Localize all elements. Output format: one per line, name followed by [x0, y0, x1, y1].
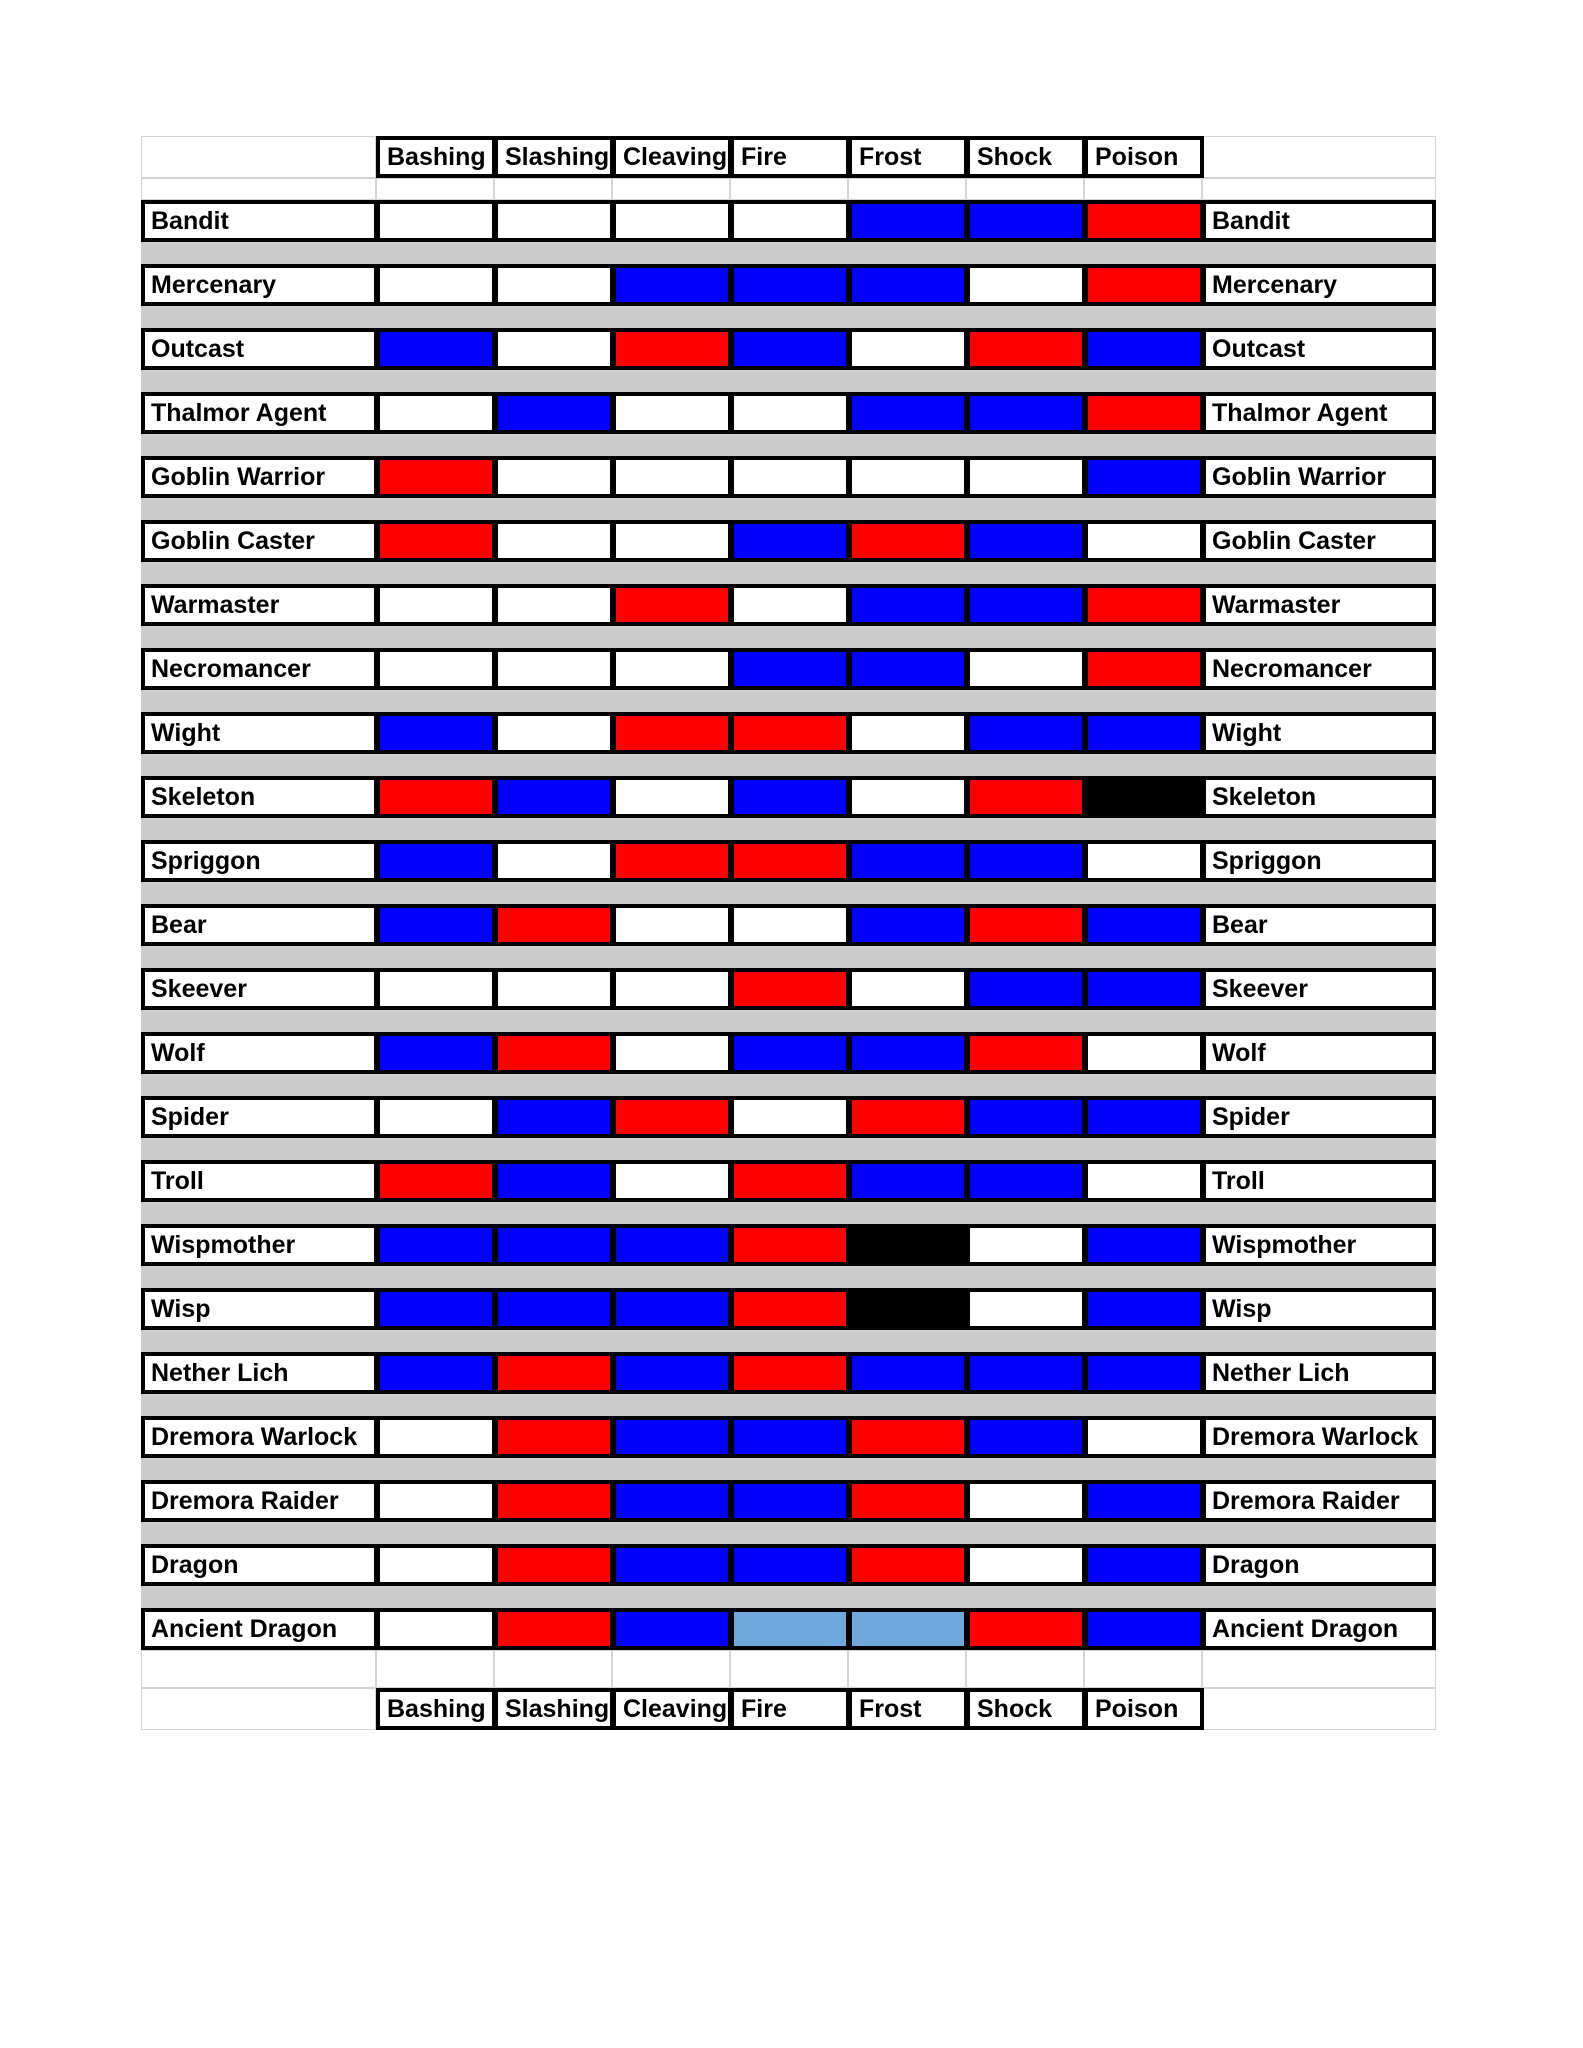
row-separator	[141, 370, 1436, 392]
resistance-cell	[966, 1480, 1086, 1522]
resistance-cell	[848, 776, 968, 818]
resistance-cell	[966, 264, 1086, 306]
resistance-cell	[1084, 520, 1204, 562]
resistance-cell	[376, 456, 496, 498]
resistance-cell	[376, 1224, 496, 1266]
resistance-cell	[376, 328, 496, 370]
resistance-cell	[966, 1096, 1086, 1138]
resistance-cell	[376, 1416, 496, 1458]
resistance-cell	[730, 1096, 850, 1138]
grid-cell	[730, 1650, 848, 1688]
resistance-cell	[730, 1032, 850, 1074]
row-label-right: Skeleton	[1202, 776, 1436, 818]
resistance-cell	[612, 776, 732, 818]
grid-cell	[1084, 1650, 1202, 1688]
resistance-cell	[494, 520, 614, 562]
resistance-cell	[848, 968, 968, 1010]
resistance-cell	[966, 1288, 1086, 1330]
row-label-left: Goblin Warrior	[141, 456, 378, 498]
resistance-cell	[848, 904, 968, 946]
grid-cell	[376, 178, 494, 200]
row-label-right: Dremora Warlock	[1202, 1416, 1436, 1458]
row-label-left: Necromancer	[141, 648, 378, 690]
resistance-cell	[1084, 904, 1204, 946]
resistance-cell	[1084, 1480, 1204, 1522]
row-separator	[141, 1202, 1436, 1224]
resistance-cell	[730, 648, 850, 690]
resistance-cell	[730, 968, 850, 1010]
resistance-cell	[966, 200, 1086, 242]
resistance-cell	[1084, 648, 1204, 690]
row-label-left: Wisp	[141, 1288, 378, 1330]
resistance-cell	[1084, 264, 1204, 306]
row-label-left: Bear	[141, 904, 378, 946]
resistance-cell	[494, 328, 614, 370]
grid-cell	[494, 1650, 612, 1688]
resistance-cell	[494, 1416, 614, 1458]
resistance-cell	[494, 1544, 614, 1586]
resistance-cell	[494, 1096, 614, 1138]
resistance-cell	[848, 1096, 968, 1138]
grid-cell	[848, 1650, 966, 1688]
resistance-cell	[376, 264, 496, 306]
resistance-cell	[966, 456, 1086, 498]
row-label-right: Bear	[1202, 904, 1436, 946]
row-label-right: Skeever	[1202, 968, 1436, 1010]
row-label-right: Outcast	[1202, 328, 1436, 370]
resistance-cell	[730, 1160, 850, 1202]
resistance-cell	[494, 840, 614, 882]
grid-cell	[1202, 178, 1436, 200]
resistance-cell	[848, 840, 968, 882]
resistance-cell	[612, 648, 732, 690]
grid-cell	[612, 1650, 730, 1688]
resistance-cell	[376, 1096, 496, 1138]
resistance-cell	[1084, 328, 1204, 370]
resistance-cell	[376, 840, 496, 882]
resistance-cell	[1084, 1352, 1204, 1394]
row-label-right: Dremora Raider	[1202, 1480, 1436, 1522]
resistance-cell	[612, 840, 732, 882]
row-label-left: Thalmor Agent	[141, 392, 378, 434]
resistance-cell	[730, 328, 850, 370]
row-separator	[141, 882, 1436, 904]
resistance-cell	[730, 1288, 850, 1330]
resistance-cell	[730, 840, 850, 882]
resistance-cell	[730, 200, 850, 242]
row-separator	[141, 1586, 1436, 1608]
resistance-cell	[966, 1352, 1086, 1394]
resistance-cell	[376, 968, 496, 1010]
resistance-cell	[730, 904, 850, 946]
resistance-cell	[966, 1544, 1086, 1586]
row-label-right: Nether Lich	[1202, 1352, 1436, 1394]
resistance-cell	[848, 328, 968, 370]
resistance-cell	[1084, 1096, 1204, 1138]
resistance-cell	[494, 1288, 614, 1330]
footer-column-bashing: Bashing	[376, 1688, 496, 1730]
resistance-cell	[1084, 200, 1204, 242]
grid-cell	[966, 178, 1084, 200]
resistance-cell	[494, 584, 614, 626]
row-separator	[141, 562, 1436, 584]
row-label-right: Wispmother	[1202, 1224, 1436, 1266]
resistance-cell	[494, 264, 614, 306]
grid-cell	[1202, 136, 1436, 178]
resistance-cell	[494, 392, 614, 434]
resistance-cell	[612, 1608, 732, 1650]
row-label-left: Wight	[141, 712, 378, 754]
resistance-cell	[494, 1608, 614, 1650]
row-label-left: Spriggon	[141, 840, 378, 882]
grid-cell	[730, 178, 848, 200]
resistance-cell	[494, 456, 614, 498]
resistance-cell	[612, 584, 732, 626]
resistance-cell	[376, 200, 496, 242]
header-column-bashing: Bashing	[376, 136, 496, 178]
row-label-right: Spider	[1202, 1096, 1436, 1138]
resistance-cell	[848, 264, 968, 306]
resistance-cell	[376, 392, 496, 434]
header-column-cleaving: Cleaving	[612, 136, 732, 178]
resistance-cell	[730, 1480, 850, 1522]
row-separator	[141, 1074, 1436, 1096]
resistance-cell	[376, 1288, 496, 1330]
resistance-cell	[966, 392, 1086, 434]
row-separator	[141, 1522, 1436, 1544]
grid-cell	[966, 1650, 1084, 1688]
resistance-cell	[848, 1416, 968, 1458]
resistance-cell	[1084, 1160, 1204, 1202]
row-label-left: Nether Lich	[141, 1352, 378, 1394]
footer-column-slashing: Slashing	[494, 1688, 614, 1730]
header-column-shock: Shock	[966, 136, 1086, 178]
resistance-cell	[1084, 968, 1204, 1010]
grid-cell	[612, 178, 730, 200]
resistance-cell	[376, 712, 496, 754]
row-label-right: Wolf	[1202, 1032, 1436, 1074]
resistance-cell	[966, 1032, 1086, 1074]
footer-column-poison: Poison	[1084, 1688, 1204, 1730]
resistance-cell	[848, 1544, 968, 1586]
resistance-cell	[612, 520, 732, 562]
row-separator	[141, 306, 1436, 328]
row-separator	[141, 1266, 1436, 1288]
resistance-cell	[494, 1032, 614, 1074]
grid-cell	[1084, 178, 1202, 200]
grid-cell	[141, 178, 376, 200]
row-separator	[141, 626, 1436, 648]
row-label-left: Mercenary	[141, 264, 378, 306]
row-label-left: Troll	[141, 1160, 378, 1202]
resistance-cell	[1084, 1032, 1204, 1074]
resistance-cell	[376, 904, 496, 946]
resistance-cell	[612, 712, 732, 754]
resistance-cell	[494, 1160, 614, 1202]
grid-cell	[141, 136, 376, 178]
row-label-right: Dragon	[1202, 1544, 1436, 1586]
resistance-cell	[494, 968, 614, 1010]
row-separator	[141, 946, 1436, 968]
footer-column-frost: Frost	[848, 1688, 968, 1730]
resistance-cell	[966, 328, 1086, 370]
resistance-cell	[730, 712, 850, 754]
resistance-cell	[494, 904, 614, 946]
row-separator	[141, 1458, 1436, 1480]
resistance-cell	[966, 712, 1086, 754]
resistance-cell	[966, 1416, 1086, 1458]
header-column-poison: Poison	[1084, 136, 1204, 178]
resistance-cell	[1084, 776, 1204, 818]
resistance-cell	[1084, 584, 1204, 626]
resistance-cell	[1084, 712, 1204, 754]
resistance-cell	[1084, 1224, 1204, 1266]
header-column-frost: Frost	[848, 136, 968, 178]
resistance-cell	[376, 776, 496, 818]
resistance-cell	[612, 1096, 732, 1138]
resistance-cell	[376, 1160, 496, 1202]
row-label-right: Goblin Caster	[1202, 520, 1436, 562]
header-column-slashing: Slashing	[494, 136, 614, 178]
resistance-cell	[848, 1160, 968, 1202]
resistance-cell	[1084, 1288, 1204, 1330]
resistance-cell	[612, 1480, 732, 1522]
resistance-cell	[848, 1224, 968, 1266]
row-label-left: Dragon	[141, 1544, 378, 1586]
resistance-cell	[376, 1032, 496, 1074]
resistance-cell	[730, 392, 850, 434]
grid-cell	[141, 1688, 376, 1730]
row-label-right: Wight	[1202, 712, 1436, 754]
footer-column-cleaving: Cleaving	[612, 1688, 732, 1730]
resistance-cell	[376, 1608, 496, 1650]
row-label-left: Warmaster	[141, 584, 378, 626]
resistance-cell	[730, 520, 850, 562]
resistance-cell	[848, 1608, 968, 1650]
footer-column-shock: Shock	[966, 1688, 1086, 1730]
resistance-cell	[612, 264, 732, 306]
resistance-cell	[848, 392, 968, 434]
resistance-cell	[612, 1544, 732, 1586]
resistance-cell	[966, 840, 1086, 882]
row-separator	[141, 242, 1436, 264]
resistance-cell	[494, 776, 614, 818]
resistance-cell	[730, 456, 850, 498]
resistance-cell	[730, 1352, 850, 1394]
resistance-cell	[612, 1288, 732, 1330]
row-label-right: Goblin Warrior	[1202, 456, 1436, 498]
resistance-cell	[612, 328, 732, 370]
row-label-left: Bandit	[141, 200, 378, 242]
row-label-right: Spriggon	[1202, 840, 1436, 882]
resistance-cell	[966, 520, 1086, 562]
resistance-cell	[612, 1032, 732, 1074]
row-separator	[141, 1138, 1436, 1160]
resistance-cell	[966, 1224, 1086, 1266]
resistance-cell	[848, 1480, 968, 1522]
row-label-left: Ancient Dragon	[141, 1608, 378, 1650]
resistance-sheet	[141, 136, 1436, 1730]
resistance-cell	[966, 904, 1086, 946]
resistance-cell	[494, 1352, 614, 1394]
resistance-cell	[612, 968, 732, 1010]
grid-cell	[141, 1650, 376, 1688]
resistance-cell	[612, 904, 732, 946]
resistance-cell	[1084, 1544, 1204, 1586]
row-label-left: Goblin Caster	[141, 520, 378, 562]
resistance-cell	[612, 1224, 732, 1266]
resistance-cell	[848, 1032, 968, 1074]
resistance-cell	[966, 1160, 1086, 1202]
resistance-cell	[376, 1480, 496, 1522]
resistance-cell	[848, 456, 968, 498]
resistance-cell	[730, 264, 850, 306]
resistance-cell	[848, 584, 968, 626]
row-separator	[141, 1330, 1436, 1352]
row-label-left: Wispmother	[141, 1224, 378, 1266]
resistance-cell	[848, 1288, 968, 1330]
row-label-left: Outcast	[141, 328, 378, 370]
resistance-cell	[376, 584, 496, 626]
resistance-cell	[730, 1544, 850, 1586]
resistance-cell	[730, 1608, 850, 1650]
grid-cell	[1202, 1650, 1436, 1688]
resistance-cell	[376, 520, 496, 562]
row-label-right: Bandit	[1202, 200, 1436, 242]
row-label-right: Necromancer	[1202, 648, 1436, 690]
resistance-cell	[612, 200, 732, 242]
resistance-cell	[1084, 1416, 1204, 1458]
resistance-cell	[848, 648, 968, 690]
resistance-cell	[1084, 840, 1204, 882]
resistance-cell	[966, 1608, 1086, 1650]
footer-column-fire: Fire	[730, 1688, 850, 1730]
resistance-cell	[612, 1416, 732, 1458]
row-label-right: Ancient Dragon	[1202, 1608, 1436, 1650]
resistance-cell	[1084, 456, 1204, 498]
resistance-cell	[730, 1416, 850, 1458]
row-separator	[141, 754, 1436, 776]
row-separator	[141, 818, 1436, 840]
header-column-fire: Fire	[730, 136, 850, 178]
resistance-cell	[494, 1224, 614, 1266]
resistance-cell	[966, 968, 1086, 1010]
resistance-cell	[848, 712, 968, 754]
row-label-right: Warmaster	[1202, 584, 1436, 626]
resistance-cell	[494, 712, 614, 754]
resistance-cell	[1084, 1608, 1204, 1650]
grid-cell	[376, 1650, 494, 1688]
resistance-cell	[376, 648, 496, 690]
resistance-cell	[376, 1544, 496, 1586]
row-label-right: Troll	[1202, 1160, 1436, 1202]
grid-cell	[494, 178, 612, 200]
row-label-left: Dremora Warlock	[141, 1416, 378, 1458]
resistance-cell	[612, 392, 732, 434]
grid-cell	[1202, 1688, 1436, 1730]
row-label-left: Spider	[141, 1096, 378, 1138]
resistance-cell	[730, 1224, 850, 1266]
row-label-left: Skeever	[141, 968, 378, 1010]
resistance-cell	[612, 456, 732, 498]
row-separator	[141, 690, 1436, 712]
resistance-cell	[376, 1352, 496, 1394]
row-separator	[141, 434, 1436, 456]
resistance-cell	[494, 648, 614, 690]
resistance-cell	[848, 1352, 968, 1394]
resistance-cell	[730, 776, 850, 818]
row-label-right: Thalmor Agent	[1202, 392, 1436, 434]
resistance-cell	[1084, 392, 1204, 434]
resistance-cell	[966, 648, 1086, 690]
resistance-cell	[966, 584, 1086, 626]
resistance-cell	[966, 776, 1086, 818]
row-separator	[141, 1010, 1436, 1032]
row-label-right: Wisp	[1202, 1288, 1436, 1330]
resistance-cell	[848, 200, 968, 242]
resistance-cell	[494, 1480, 614, 1522]
resistance-cell	[848, 520, 968, 562]
row-separator	[141, 498, 1436, 520]
resistance-cell	[612, 1352, 732, 1394]
row-label-left: Skeleton	[141, 776, 378, 818]
row-separator	[141, 1394, 1436, 1416]
row-label-left: Dremora Raider	[141, 1480, 378, 1522]
row-label-right: Mercenary	[1202, 264, 1436, 306]
row-label-left: Wolf	[141, 1032, 378, 1074]
resistance-cell	[494, 200, 614, 242]
grid-cell	[848, 178, 966, 200]
resistance-cell	[730, 584, 850, 626]
resistance-cell	[612, 1160, 732, 1202]
